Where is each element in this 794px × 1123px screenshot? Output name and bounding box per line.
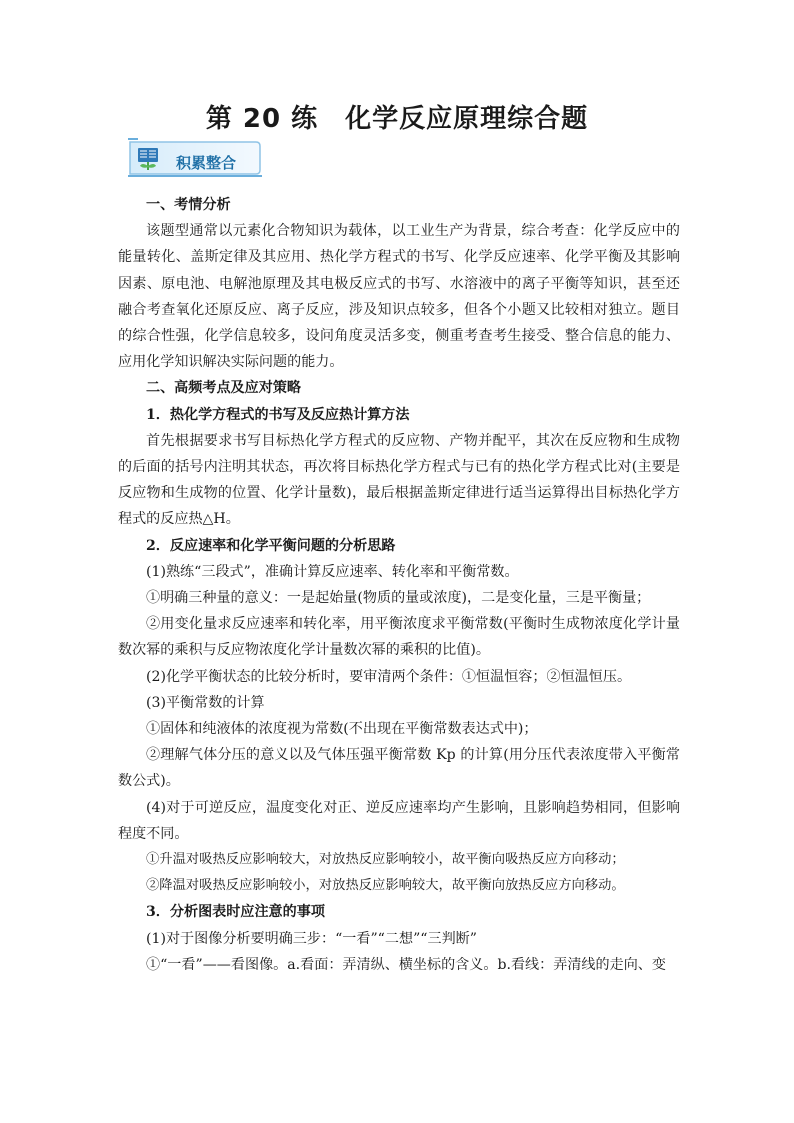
page-title: 第 20 练 化学反应原理综合题 xyxy=(205,104,589,134)
paragraph: ①“一看”——看图像。a.看面：弄清纵、横坐标的含义。b.看线：弄清线的走向、变 xyxy=(146,956,666,973)
paragraph: (1)熟练“三段式”，准确计算反应速率、转化率和平衡常数。 xyxy=(146,563,519,580)
section-heading: 3．分析图表时应注意的事项 xyxy=(146,904,325,921)
paragraph: (1)对于图像分析要明确三步：“一看”“二想”“三判断” xyxy=(146,930,477,947)
paragraph: (3)平衡常数的计算 xyxy=(146,694,265,711)
paragraph: (4)对于可逆反应，温度变化对正、逆反应速率均产生影响，且影响趋势相同，但影响程度不同。 xyxy=(118,799,680,842)
section-heading: 1．热化学方程式的书写及反应热计算方法 xyxy=(146,406,410,423)
badge-label: 积累整合 xyxy=(176,154,237,172)
section-heading: 二、高频考点及应对策略 xyxy=(146,380,302,397)
paragraph: ②降温对吸热反应影响较小，对放热反应影响较大，故平衡向放热反应方向移动。 xyxy=(146,878,625,894)
paragraph: ②理解气体分压的意义以及气体压强平衡常数 Kp 的计算(用分压代表浓度带入平衡常数公式)。 xyxy=(118,747,680,790)
paragraph: 首先根据要求书写目标热化学方程式的反应物、产物并配平，其次在反应物和生成物的后面的括号内注明其状态，再次将目标热化学方程式与已有的热化学方程式比对(主要是反应物和生成物的位置、化学计量数)，最后根据盖斯定律进行适当运算得出目标热化学方程式的反应热△H。 xyxy=(118,432,680,528)
paragraph: ①固体和纯液体的浓度视为常数(不出现在平衡常数表达式中)； xyxy=(146,721,538,738)
paragraph: ①明确三种量的意义：一是起始量(物质的量或浓度)，二是变化量，三是平衡量； xyxy=(146,590,651,607)
section-heading: 2．反应速率和化学平衡问题的分析思路 xyxy=(146,537,396,554)
paragraph: 该题型通常以元素化合物知识为载体，以工业生产为背景，综合考查：化学反应中的能量转化、盖斯定律及其应用、热化学方程式的书写、化学反应速率、化学平衡及其影响因素、原电池、电解池原理及其电极反应式的书写、水溶液中的离子平衡等知识，甚至还融合考查氧化还原反应、离子反应，涉及知识点较多，但各个小题又比较相对独立。题目的综合性强，化学信息较多，设问角度灵活多变，侧重考查考生接受、整合信息的能力、应用化学知识解决实际问题的能力。 xyxy=(118,223,680,371)
paragraph: ①升温对吸热反应影响较大，对放热反应影响较小，故平衡向吸热反应方向移动； xyxy=(146,852,625,868)
paragraph: (2)化学平衡状态的比较分析时，要审清两个条件：①恒温恒容；②恒温恒压。 xyxy=(146,668,632,685)
document-body xyxy=(118,192,680,978)
section-heading: 一、考情分析 xyxy=(146,197,231,213)
paragraph: ②用变化量求反应速率和转化率，用平衡浓度求平衡常数(平衡时生成物浓度化学计量数次幂的乘积与反应物浓度化学计量数次幂的乘积的比值)。 xyxy=(118,616,680,659)
